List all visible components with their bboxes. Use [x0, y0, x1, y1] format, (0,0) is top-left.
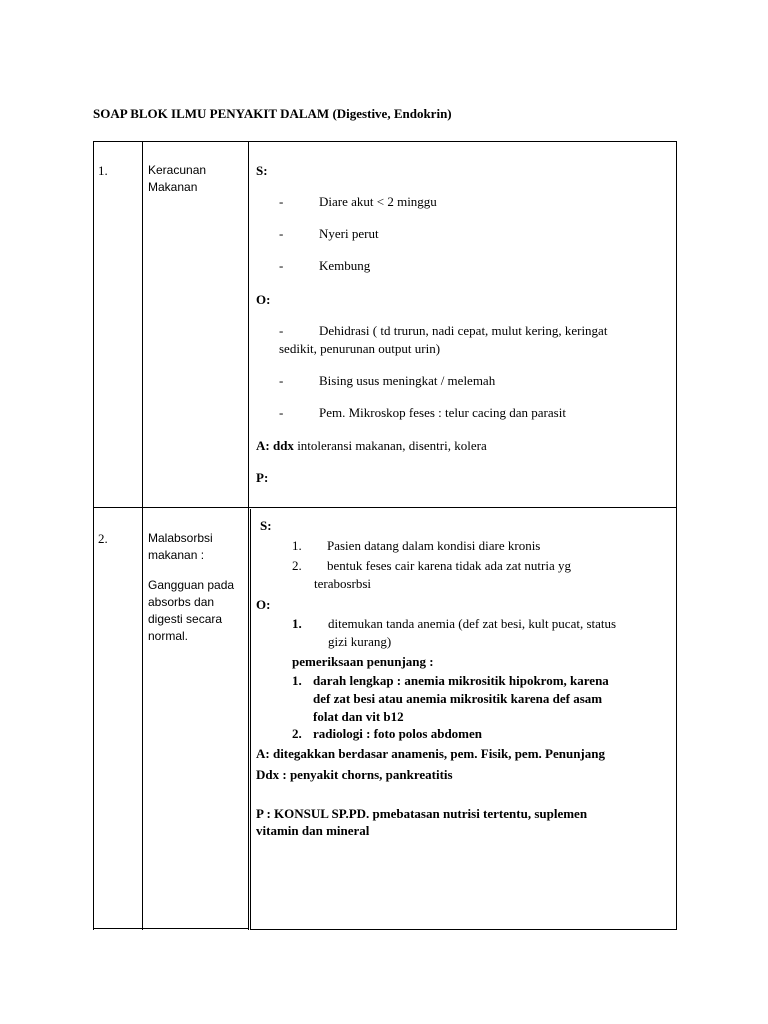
bullet-dash: -: [279, 258, 284, 273]
table-border-right: [676, 141, 677, 930]
row1-s-item: [279, 257, 371, 275]
row2-plan: [256, 805, 587, 839]
row1-a-label: A: ddx: [256, 438, 294, 453]
bullet-dash: -: [279, 226, 284, 241]
row2-assessment: A: ditegakkan berdasar anamenis, pem. Fisik, pem. Penunjang: [256, 746, 605, 761]
row1-o-item-text: Bising usus meningkat / melemah: [319, 373, 496, 388]
row1-o-item: [279, 322, 659, 358]
row2-s-item-text: bentuk feses cair karena tidak ada zat nutria yg: [327, 558, 571, 573]
row2-ddx: Ddx : penyakit chorns, pankreatitis: [256, 767, 453, 782]
row1-o-item-text: Pem. Mikroskop feses : telur cacing dan parasit: [319, 405, 566, 420]
row2-penunjang-item: [292, 672, 609, 726]
row1-s-item-text: Diare akut < 2 minggu: [319, 194, 437, 209]
item-number: 1.: [292, 673, 302, 688]
table-border-left: [93, 141, 94, 930]
row2-plan-line: P : KONSUL SP.PD. pmebatasan nutrisi tertentu, suplemen: [256, 806, 588, 821]
row2-topic-line: Malabsorbsi: [148, 531, 213, 545]
title-main: SOAP BLOK ILMU PENYAKIT DALAM: [93, 106, 330, 121]
row1-s-item: [279, 193, 437, 211]
row2-o-item-text-cont: gizi kurang): [328, 634, 392, 649]
row2-s-item: [292, 537, 541, 555]
row2-topic-desc-line: Gangguan pada: [148, 578, 235, 592]
row2-number: 2.: [98, 531, 108, 546]
row2-o-item-text: ditemukan tanda anemia (def zat besi, kult pucat, status: [328, 616, 617, 631]
bullet-dash: -: [279, 194, 284, 209]
row2-o-label: O:: [256, 597, 271, 612]
row2-penunjang-label: pemeriksaan penunjang :: [292, 654, 434, 669]
bullet-dash: -: [279, 405, 284, 420]
row2-penunjang-item-text: radiologi : foto polos abdomen: [313, 726, 483, 741]
item-number: 1.: [292, 538, 302, 553]
table-border-col2-inner: [250, 509, 251, 930]
row2-s-item: [292, 557, 571, 593]
row2-topic-desc-line: normal.: [148, 629, 189, 643]
row1-a-text: intoleransi makanan, disentri, kolera: [297, 438, 487, 453]
table-border-top: [93, 141, 677, 142]
table-border-bottom: [93, 928, 249, 929]
row2-topic: [148, 530, 234, 645]
row1-o-item-text: Dehidrasi ( td trurun, nadi cepat, mulut kering, keringat: [319, 323, 608, 338]
row2-penunjang-item-text: darah lengkap : anemia mikrositik hipokrom, karena: [313, 673, 609, 688]
title-subtitle: (Digestive, Endokrin): [332, 106, 452, 121]
row1-o-item-text-cont: sedikit, penurunan output urin): [279, 341, 441, 356]
row2-s-item-text: Pasien datang dalam kondisi diare kronis: [327, 538, 541, 553]
bullet-dash: -: [279, 373, 284, 388]
document-title: [93, 106, 452, 122]
row1-s-item-text: Nyeri perut: [319, 226, 379, 241]
row1-topic-line: Keracunan: [148, 163, 207, 177]
row1-p-label: P:: [256, 470, 269, 485]
row2-o-item: [292, 615, 617, 651]
row2-plan-line: vitamin dan mineral: [256, 823, 370, 838]
row2-penunjang-item-text-cont: def zat besi atau anemia mikrositik karena def asam: [313, 691, 603, 706]
row2-topic-desc-line: absorbs dan: [148, 595, 215, 609]
row1-o-item: [279, 372, 496, 390]
item-number: 1.: [292, 616, 302, 631]
bullet-dash: -: [279, 323, 284, 338]
row1-o-label: O:: [256, 292, 271, 307]
row2-topic-desc-line: digesti secara: [148, 612, 223, 626]
row1-o-item: [279, 404, 566, 422]
row1-number: 1.: [98, 163, 108, 178]
row1-s-label: S:: [256, 163, 268, 178]
table-border-bottom-right: [250, 929, 677, 930]
table-border-col1: [142, 141, 143, 930]
item-number: 2.: [292, 726, 302, 741]
row2-penunjang-item: [292, 725, 483, 743]
row1-topic: [148, 162, 206, 196]
row1-s-item-text: Kembung: [319, 258, 371, 273]
item-number: 2.: [292, 558, 302, 573]
row1-topic-line: Makanan: [148, 180, 198, 194]
row2-topic-line: makanan :: [148, 548, 205, 562]
row2-penunjang-item-text-cont: folat dan vit b12: [313, 709, 404, 724]
row2-s-item-text-cont: terabosrbsi: [314, 576, 372, 591]
row1-s-item: [279, 225, 379, 243]
table-border-col2: [248, 141, 249, 930]
table-row-divider: [93, 507, 677, 508]
row1-assessment: [256, 437, 487, 454]
row2-s-label: S:: [260, 518, 272, 533]
